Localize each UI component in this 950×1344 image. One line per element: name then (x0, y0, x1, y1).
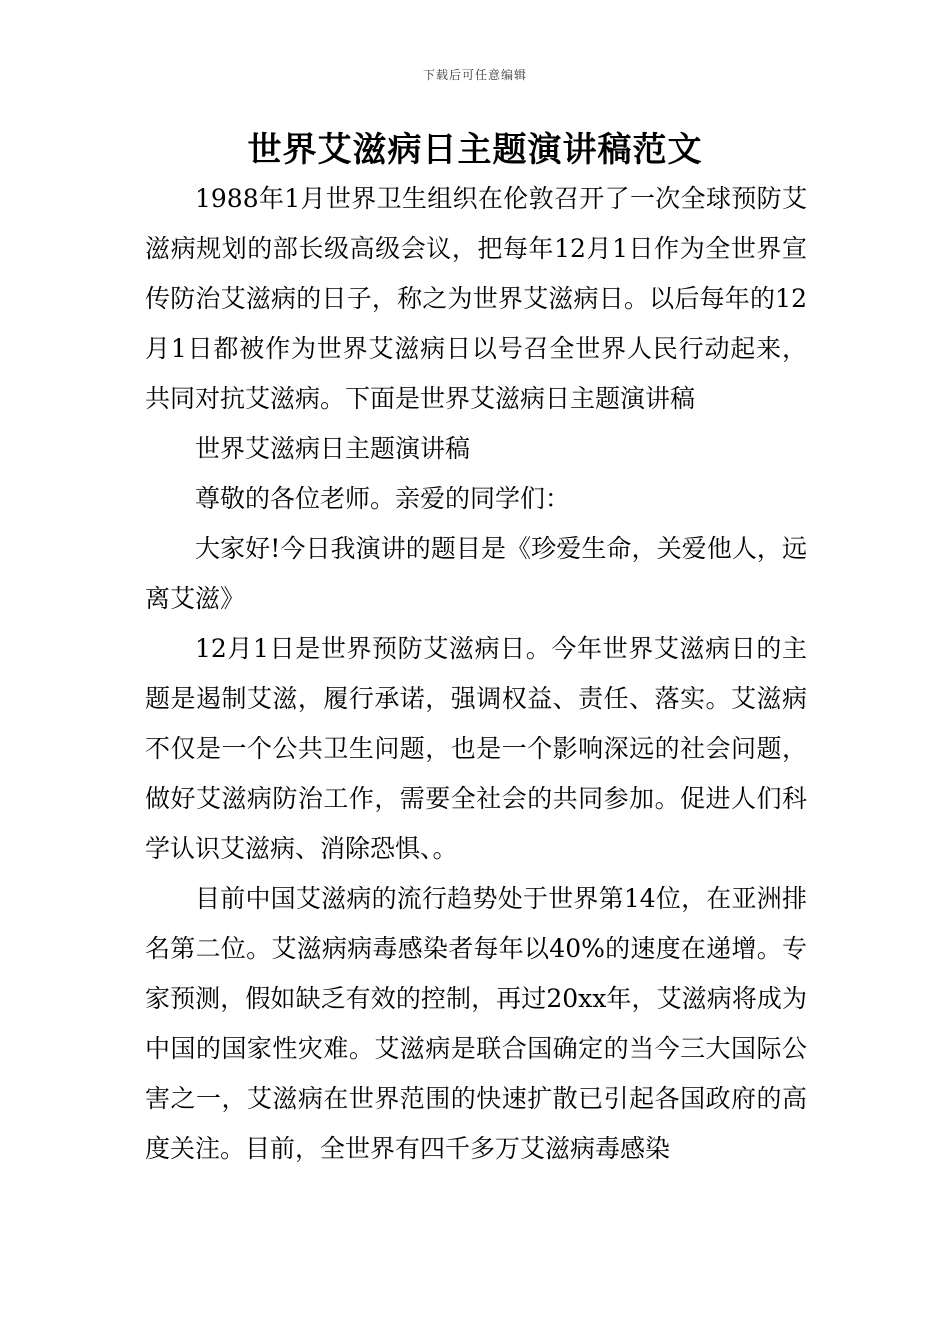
header-note: 下载后可任意编辑 (422, 68, 527, 82)
paragraph-greeting: 大家好!今日我演讲的题目是《珍爱生命，关爱他人，远离艾滋》 (145, 534, 807, 613)
document-title: 世界艾滋病日主题演讲稿范文 (247, 130, 703, 170)
paragraph-theme: 12月1日是世界预防艾滋病日。今年世界艾滋病日的主题是遏制艾滋，履行承诺，强调权益、责任、落实。艾滋病不仅是一个公共卫生问题，也是一个影响深远的社会问题，做好艾滋病防治工作，需要全社会的共同参加。促进人们科学认识艾滋病、消除恐惧、。 (145, 634, 807, 863)
paragraph-salutation: 尊敬的各位老师。亲爱的同学们： (195, 484, 571, 513)
document-body (145, 174, 807, 1174)
paragraph-trend: 目前中国艾滋病的流行趋势处于世界第14位，在亚洲排名第二位。艾滋病病毒感染者每年以40%的速度在递增。专家预测，假如缺乏有效的控制，再过20xx年，艾滋病将成为中国的国家性灾难。艾滋病是联合国确定的当今三大国际公害之一，艾滋病在世界范围的快速扩散已引起各国政府的高度关注。目前，全世界有四千多万艾滋病毒感染 (145, 884, 807, 1163)
paragraph-intro: 1988年1月世界卫生组织在伦敦召开了一次全球预防艾滋病规划的部长级高级会议，把每年12月1日作为全世界宣传防治艾滋病的日子，称之为世界艾滋病日。以后每年的12月1日都被作为世界艾滋病日以号召全世界人民行动起来，共同对抗艾滋病。下面是世界艾滋病日主题演讲稿 (145, 184, 807, 413)
paragraph-subtitle: 世界艾滋病日主题演讲稿 (195, 434, 471, 463)
